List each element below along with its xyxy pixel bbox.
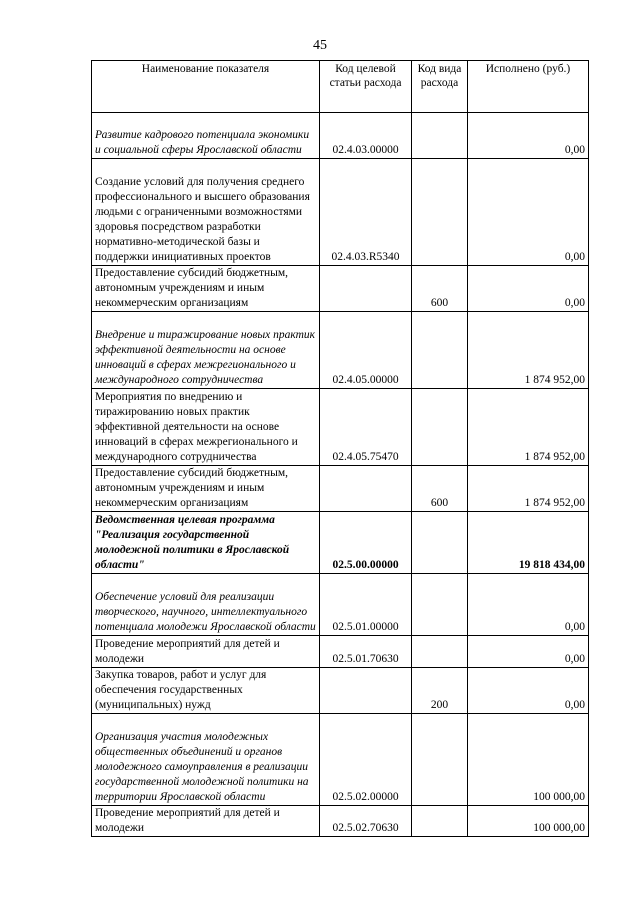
- row-executed: 1 874 952,00: [468, 466, 589, 512]
- row-executed: 1 874 952,00: [468, 312, 589, 389]
- row-name: Закупка товаров, работ и услуг для обеспечения государственных (муниципальных) нужд: [92, 668, 320, 714]
- row-executed: 0,00: [468, 113, 589, 159]
- table-row: [92, 466, 589, 512]
- row-name: Развитие кадрового потенциала экономики и социальной сферы Ярославской области: [92, 113, 320, 159]
- row-target-code: 02.5.02.70630: [320, 806, 412, 837]
- row-executed: 0,00: [468, 266, 589, 312]
- column-header-expense-type: Код вида расхода: [412, 61, 468, 113]
- column-header-executed: Исполнено (руб.): [468, 61, 589, 113]
- row-executed: 1 874 952,00: [468, 389, 589, 466]
- row-name: Организация участия молодежных общественных объединений и органов молодежного самоуправления в реализации государственной молодежной политики на территории Ярославской области: [92, 714, 320, 806]
- row-target-code: 02.5.01.00000: [320, 574, 412, 636]
- row-executed: 0,00: [468, 636, 589, 668]
- row-executed: 19 818 434,00: [468, 512, 589, 574]
- table-row: [92, 389, 589, 466]
- table-row: [92, 266, 589, 312]
- row-target-code: 02.5.02.00000: [320, 714, 412, 806]
- column-header-target-code: Код целевой статьи расхода: [320, 61, 412, 113]
- row-target-code: [320, 668, 412, 714]
- row-executed: 100 000,00: [468, 806, 589, 837]
- table-header-row: [92, 61, 589, 113]
- row-target-code: [320, 266, 412, 312]
- row-expense-type: [412, 806, 468, 837]
- row-name: Проведение мероприятий для детей и молодежи: [92, 636, 320, 668]
- row-name: Ведомственная целевая программа "Реализация государственной молодежной политики в Ярославской области": [92, 512, 320, 574]
- row-name: Предоставление субсидий бюджетным, автономным учреждениям и иным некоммерческим организациям: [92, 466, 320, 512]
- table-row: [92, 668, 589, 714]
- row-target-code: 02.5.00.00000: [320, 512, 412, 574]
- table-row: [92, 312, 589, 389]
- budget-execution-table: [91, 60, 589, 837]
- row-executed: 0,00: [468, 159, 589, 266]
- row-expense-type: [412, 512, 468, 574]
- table-row: [92, 714, 589, 806]
- row-executed: 100 000,00: [468, 714, 589, 806]
- row-expense-type: [412, 159, 468, 266]
- row-expense-type: [412, 113, 468, 159]
- row-expense-type: [412, 714, 468, 806]
- table-row: [92, 574, 589, 636]
- row-name: Проведение мероприятий для детей и молодежи: [92, 806, 320, 837]
- table-row: [92, 113, 589, 159]
- row-name: Мероприятия по внедрению и тиражированию новых практик эффективной деятельности на основе инноваций в сферах межрегионального и международного сотрудничества: [92, 389, 320, 466]
- row-expense-type: [412, 636, 468, 668]
- row-expense-type: [412, 574, 468, 636]
- row-name: Предоставление субсидий бюджетным, автономным учреждениям и иным некоммерческим организациям: [92, 266, 320, 312]
- row-target-code: 02.4.05.75470: [320, 389, 412, 466]
- row-target-code: 02.5.01.70630: [320, 636, 412, 668]
- row-executed: 0,00: [468, 574, 589, 636]
- row-target-code: 02.4.03.R5340: [320, 159, 412, 266]
- table-row: [92, 806, 589, 837]
- row-name: Внедрение и тиражирование новых практик эффективной деятельности на основе инноваций в сферах межрегионального и международного сотрудничества: [92, 312, 320, 389]
- table-row: [92, 636, 589, 668]
- row-expense-type: 600: [412, 266, 468, 312]
- row-expense-type: [412, 312, 468, 389]
- page-number: 45: [313, 38, 327, 53]
- row-target-code: 02.4.03.00000: [320, 113, 412, 159]
- row-expense-type: [412, 389, 468, 466]
- row-target-code: 02.4.05.00000: [320, 312, 412, 389]
- row-name: Обеспечение условий для реализации творческого, научного, интеллектуального потенциала молодежи Ярославской области: [92, 574, 320, 636]
- row-executed: 0,00: [468, 668, 589, 714]
- row-name: Создание условий для получения среднего профессионального и высшего образования людьми с ограниченными возможностями здоровья посредством разработки нормативно-методической базы и поддержки инициативных проектов: [92, 159, 320, 266]
- table-row: [92, 159, 589, 266]
- row-expense-type: 600: [412, 466, 468, 512]
- column-header-name: Наименование показателя: [92, 61, 320, 113]
- row-target-code: [320, 466, 412, 512]
- table-row: [92, 512, 589, 574]
- row-expense-type: 200: [412, 668, 468, 714]
